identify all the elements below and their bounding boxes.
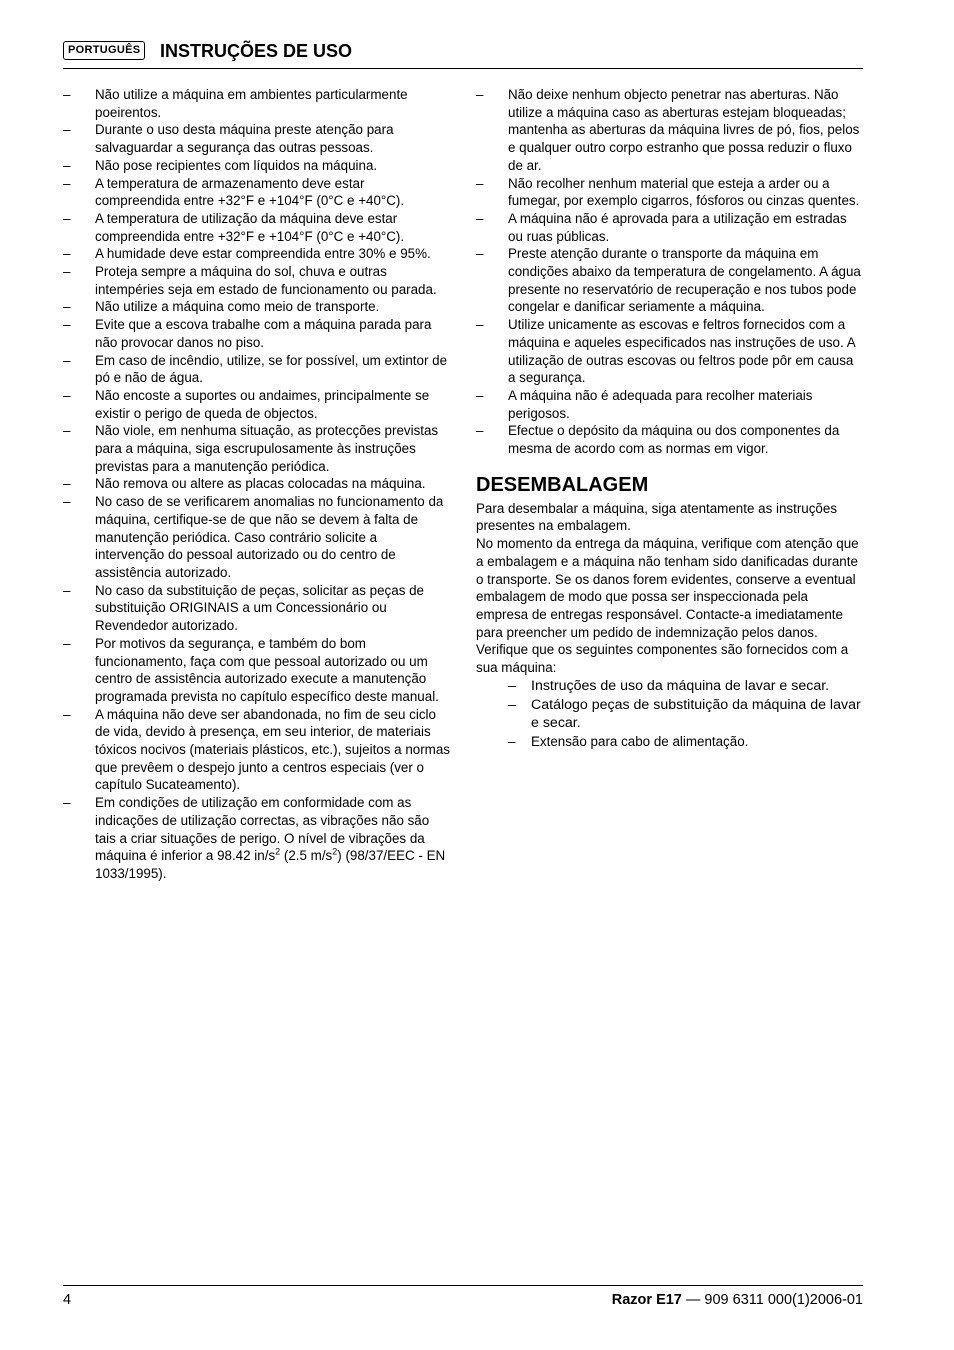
component-item bbox=[508, 733, 863, 752]
footer-document-info bbox=[612, 1291, 863, 1309]
list-item bbox=[476, 316, 863, 387]
dash-bullet: – bbox=[63, 122, 71, 138]
section-paragraph: Para desembalar a máquina, siga atentamente as instruções presentes na embalagem. bbox=[476, 500, 838, 534]
list-item-text: Não utilize a máquina em ambientes particularmente poeirentos. bbox=[95, 87, 408, 120]
page-number: 4 bbox=[63, 1292, 72, 1308]
list-item-text: Preste atenção durante o transporte da máquina em condições abaixo da temperatura de congelamento. A água presente no reservatório de recuperação e nos tubos pode congelar e danificar seriamente a máquina. bbox=[508, 246, 861, 315]
header-title: INSTRUÇÕES DE USO bbox=[160, 41, 353, 61]
list-item-text: Não deixe nenhum objecto penetrar nas aberturas. Não utilize a máquina caso as aberturas estejam bloqueadas; mantenha as aberturas da máquina livres de pó, fios, pelos e qualquer outro corpo estranho que possa reduzir o fluxo de ar. bbox=[508, 87, 860, 173]
dash-bullet: – bbox=[63, 352, 71, 368]
component-item-text: Instruções de uso da máquina de lavar e secar. bbox=[531, 677, 830, 694]
dash-bullet: – bbox=[476, 246, 484, 262]
list-item-text: Não encoste a suportes ou andaimes, principalmente se existir o perigo de queda de objectos. bbox=[95, 387, 430, 421]
list-item-text: A temperatura de utilização da máquina deve estar compreendida entre +32°F e +104°F (0°C e +40°C). bbox=[95, 210, 405, 244]
dash-bullet: – bbox=[63, 210, 71, 226]
list-item-text: Proteja sempre a máquina do sol, chuva e outras intempéries seja em estado de funcionamento ou parada. bbox=[95, 264, 437, 297]
dash-bullet: – bbox=[63, 423, 71, 439]
dash-bullet: – bbox=[476, 210, 484, 226]
list-item bbox=[63, 86, 450, 121]
dash-bullet: – bbox=[476, 317, 484, 333]
dash-bullet: – bbox=[63, 795, 71, 811]
list-item-text: No caso da substituição de peças, solicitar as peças de substituição ORIGINAIS a um Concessionário ou Revendedor autorizado. bbox=[95, 582, 424, 634]
section-paragraph: Verifique que os seguintes componentes são fornecidos com a sua máquina: bbox=[476, 642, 849, 676]
dash-bullet: – bbox=[508, 734, 516, 750]
dash-bullet: – bbox=[476, 87, 484, 102]
vibration-text-b: (2.5 m/s bbox=[280, 848, 333, 864]
list-item-text: Efectue o depósito da máquina ou dos componentes da mesma de acordo com as normas em vigor. bbox=[508, 423, 840, 457]
component-item bbox=[508, 696, 863, 734]
list-item bbox=[63, 387, 450, 422]
dash-bullet: – bbox=[63, 264, 71, 280]
list-item bbox=[63, 635, 450, 706]
left-bullet-list bbox=[63, 86, 450, 883]
list-item bbox=[63, 475, 450, 493]
right-bullet-list bbox=[476, 86, 863, 458]
list-item bbox=[63, 352, 450, 387]
list-item bbox=[63, 298, 450, 316]
language-badge: PORTUGUÊS bbox=[63, 41, 145, 60]
list-item bbox=[63, 493, 450, 582]
superscript: 2 bbox=[275, 846, 281, 857]
header-divider bbox=[63, 68, 863, 69]
list-item bbox=[476, 175, 863, 210]
dash-bullet: – bbox=[63, 299, 71, 315]
list-item-vibration bbox=[63, 794, 450, 883]
vibration-text-c: ) (98/37/EEC - EN 1033/1995). bbox=[95, 848, 446, 881]
list-item bbox=[63, 121, 450, 156]
list-item bbox=[476, 422, 863, 457]
component-item-text: Catálogo peças de substituição da máquina de lavar e secar. bbox=[531, 696, 861, 732]
dash-bullet: – bbox=[63, 582, 71, 598]
list-item-text: Não utilize a máquina como meio de transporte. bbox=[95, 299, 380, 315]
dash-bullet: – bbox=[63, 706, 71, 722]
list-item bbox=[63, 245, 450, 263]
dash-bullet: – bbox=[63, 175, 71, 191]
list-item-text: A humidade deve estar compreendida entre 30% e 95%. bbox=[95, 246, 431, 262]
dash-bullet: – bbox=[508, 696, 516, 713]
list-item-text: A máquina não deve ser abandonada, no fim de seu ciclo de vida, devido à presença, em seu interior, de materiais tóxicos nocivos (materiais plásticos, etc.), sujeitos a normas que prevêem o despejo junto a centros especiais (ver o capítulo Sucateamento). bbox=[95, 706, 450, 793]
footer-model: Razor E17 bbox=[611, 1292, 682, 1308]
dash-bullet: – bbox=[508, 677, 516, 694]
list-item bbox=[63, 157, 450, 175]
list-item-text: Não remova ou altere as placas colocadas na máquina. bbox=[95, 476, 426, 492]
list-item-text: Por motivos da segurança, e também do bom funcionamento, faça com que pessoal autorizado ou um centro de assistência autorizado execute a manutenção programada prevista no capítulo específico deste manual. bbox=[95, 635, 439, 704]
dash-bullet: – bbox=[63, 246, 71, 262]
right-column bbox=[476, 86, 863, 752]
list-item bbox=[63, 210, 450, 245]
list-item-text: Evite que a escova trabalhe com a máquina parada para não provocar danos no piso. bbox=[95, 317, 432, 350]
dash-bullet: – bbox=[63, 317, 71, 333]
dash-bullet: – bbox=[63, 635, 71, 651]
left-column bbox=[63, 86, 450, 883]
list-item-text: A máquina não é adequada para recolher materiais perigosos. bbox=[508, 387, 813, 421]
list-item bbox=[63, 706, 450, 795]
list-item bbox=[63, 582, 450, 635]
dash-bullet: – bbox=[63, 476, 71, 492]
section-title-desembalagem: DESEMBALAGEM bbox=[476, 473, 649, 496]
dash-bullet: – bbox=[476, 423, 484, 439]
dash-bullet: – bbox=[476, 175, 484, 191]
dash-bullet: – bbox=[63, 494, 71, 510]
list-item-text: A temperatura de armazenamento deve estar compreendida entre +32°F e +104°F (0°C e +40°C). bbox=[95, 175, 405, 209]
dash-bullet: – bbox=[476, 387, 484, 403]
list-item bbox=[63, 422, 450, 475]
vibration-text-a: Em condições de utilização em conformidade com as indicações de utilização correctas, as vibrações não são tais a criar situações de perigo. O nível de vibrações da máquina é inferior a 98.42 in/s bbox=[95, 795, 430, 864]
footer-document-code: — 909 6311 000(1)2006-01 bbox=[681, 1292, 863, 1308]
components-list bbox=[476, 677, 863, 752]
list-item-text: A máquina não é aprovada para a utilização em estradas ou ruas públicas. bbox=[508, 210, 847, 244]
list-item bbox=[476, 86, 863, 175]
dash-bullet: – bbox=[63, 87, 71, 102]
list-item-text: Em caso de incêndio, utilize, se for possível, um extintor de pó e não de água. bbox=[95, 352, 448, 386]
list-item bbox=[476, 210, 863, 245]
list-item bbox=[476, 245, 863, 316]
component-item-text: Extensão para cabo de alimentação. bbox=[531, 734, 749, 750]
list-item bbox=[63, 316, 450, 351]
list-item-text: No caso de se verificarem anomalias no funcionamento da máquina, certifique-se de que não se devem à falta de manutenção periódica. Caso contrário solicite a intervenção do pessoal autorizado ou do centro de assistência autorizado. bbox=[95, 494, 444, 580]
list-item-text: Utilize unicamente as escovas e feltros fornecidos com a máquina e aqueles especificados nas instruções de uso. A utilização de outras escovas ou feltros pode pôr em causa a segurança. bbox=[508, 317, 855, 386]
page-header bbox=[63, 40, 863, 68]
superscript: 2 bbox=[332, 846, 338, 857]
list-item-text: Não pose recipientes com líquidos na máquina. bbox=[95, 157, 378, 173]
section-paragraph: No momento da entrega da máquina, verifique com atenção que a embalagem e a máquina não tenham sido danificadas durante o transporte. Se os danos forem evidentes, conserve a eventual embalagem de modo que possa ser inspeccionada pela empresa de entregas responsável. Contacte-a imediatamente para preencher um pedido de indemnização pelos danos. bbox=[476, 536, 859, 640]
list-item bbox=[63, 263, 450, 298]
dash-bullet: – bbox=[63, 157, 71, 173]
list-item-text: Não recolher nenhum material que esteja a arder ou a fumegar, por exemplo cigarros, fósforos ou cinzas quentes. bbox=[508, 175, 860, 209]
list-item bbox=[476, 387, 863, 422]
footer-divider bbox=[63, 1285, 863, 1286]
component-item bbox=[508, 677, 863, 696]
list-item bbox=[63, 175, 450, 210]
dash-bullet: – bbox=[63, 387, 71, 403]
list-item-text: Durante o uso desta máquina preste atenção para salvaguardar a segurança das outras pessoas. bbox=[95, 122, 394, 156]
list-item-text: Não viole, em nenhuma situação, as protecções previstas para a máquina, siga escrupulosamente às instruções previstas para a manutenção periódica. bbox=[95, 423, 439, 474]
